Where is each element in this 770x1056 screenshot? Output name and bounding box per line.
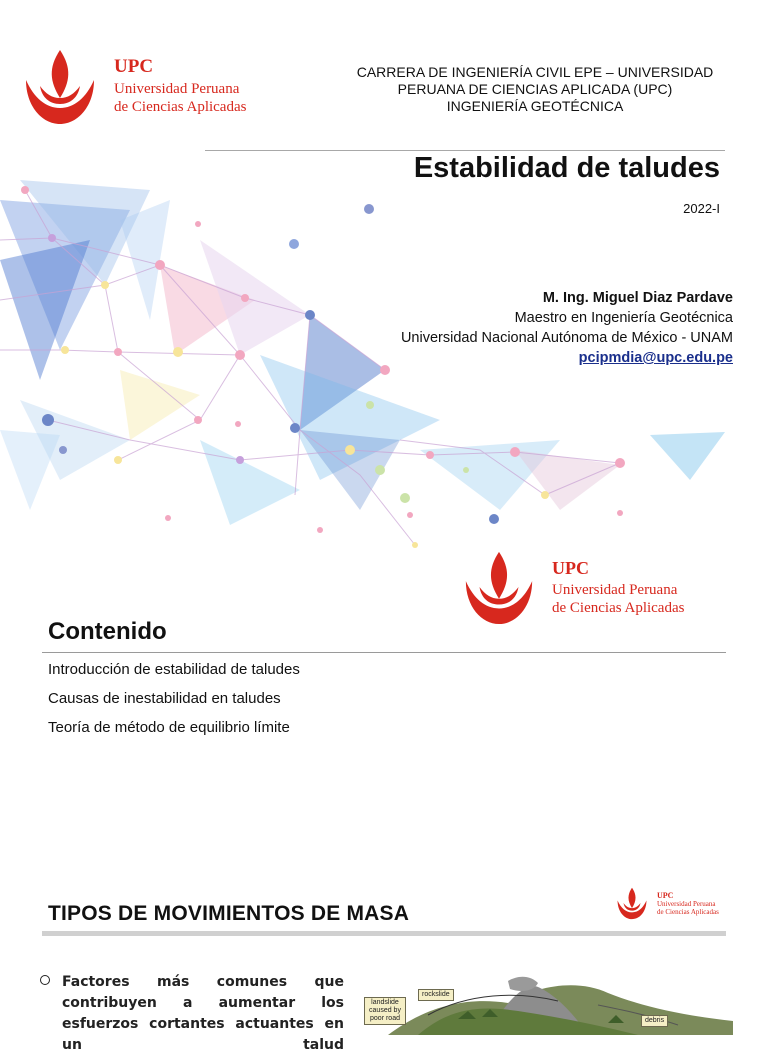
mountain-illustration bbox=[358, 975, 733, 1035]
landslide-figure bbox=[358, 975, 733, 1024]
upc-flame-icon bbox=[615, 886, 649, 920]
logo-abbr: UPC bbox=[657, 890, 674, 900]
upc-logo-small bbox=[615, 886, 719, 920]
upc-flame-icon bbox=[460, 548, 538, 626]
logo-abbr: UPC bbox=[552, 557, 589, 578]
mass-movement-heading: TIPOS DE MOVIMIENTOS DE MASA bbox=[48, 902, 410, 925]
title-divider bbox=[205, 150, 725, 151]
upc-logo-title bbox=[20, 46, 246, 126]
program-header bbox=[300, 64, 770, 115]
author-block bbox=[401, 288, 733, 368]
author-university: Universidad Nacional Autónoma de México - UNAM bbox=[400, 330, 733, 346]
logo-line2: de Ciencias Aplicadas bbox=[657, 907, 719, 916]
header-line: INGENIERÍA GEOTÉCNICA bbox=[446, 98, 624, 114]
header-line: PERUANA DE CIENCIAS APLICADA (UPC) bbox=[397, 81, 673, 97]
logo-line1: Universidad Peruana bbox=[657, 899, 716, 908]
debris-label: debris bbox=[641, 1015, 668, 1027]
landslide-label: landslide caused by poor road bbox=[364, 997, 406, 1025]
upc-flame-icon bbox=[20, 46, 100, 126]
upc-logo-contents bbox=[460, 548, 684, 626]
author-degree: Maestro en Ingeniería Geotécnica bbox=[514, 310, 733, 326]
contents-item: Teoría de método de equilibrio límite bbox=[48, 719, 290, 736]
slide-title: Estabilidad de taludes bbox=[413, 152, 720, 184]
contents-heading: Contenido bbox=[48, 618, 167, 645]
term-label: 2022-I bbox=[683, 201, 720, 216]
contents-item: Causas de inestabilidad en taludes bbox=[48, 690, 281, 707]
contents-divider bbox=[42, 652, 726, 653]
rockslide-label: rockslide bbox=[418, 989, 454, 1001]
author-email-link[interactable]: pcipmdia@upc.edu.pe bbox=[578, 350, 733, 366]
logo-abbr: UPC bbox=[114, 56, 154, 77]
logo-line2: de Ciencias Aplicadas bbox=[552, 599, 685, 616]
contents-list bbox=[48, 660, 300, 747]
header-line: CARRERA DE INGENIERÍA CIVIL EPE – UNIVERSIDAD bbox=[356, 64, 714, 80]
author-name: M. Ing. Miguel Diaz Pardave bbox=[542, 290, 733, 306]
logo-line1: Universidad Peruana bbox=[552, 581, 678, 598]
contents-item: Introducción de estabilidad de taludes bbox=[48, 661, 300, 678]
bullet-text: Factores más comunes que contribuyen a aumentar los esfuerzos cortantes actuantes en un talud bbox=[62, 974, 344, 1053]
heading-bar bbox=[42, 931, 726, 936]
bullet-circle-icon bbox=[40, 975, 50, 985]
logo-line2: de Ciencias Aplicadas bbox=[114, 99, 247, 115]
logo-line1: Universidad Peruana bbox=[114, 81, 240, 97]
